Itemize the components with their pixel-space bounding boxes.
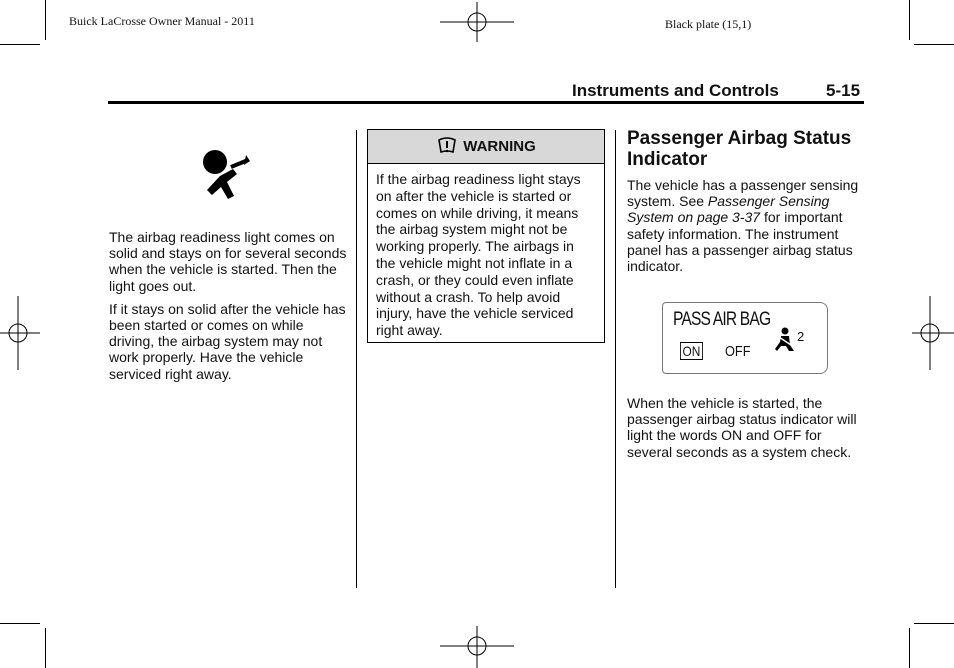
indicator-on-label: ON [680,342,703,360]
crop-mark [45,628,46,668]
crop-mark [914,623,954,624]
page-number: 5-15 [826,81,861,100]
crop-mark [914,44,954,45]
crop-mark [909,628,910,668]
header-rule [108,101,864,104]
crop-mark [45,0,46,40]
intro-text-part: The vehicle has a passenger sensing system. See [627,177,859,210]
paragraph: If it stays on solid after the vehicle has been started or comes on while driving, the airbag system may not work properly. Have the vehicle serviced right away. [109,300,346,382]
warning-box [367,129,605,343]
intro-text-part: for important safety information. The instrument panel has a passenger airbag status indicator. [627,209,853,275]
closing-text: When the vehicle is started, the passenger airbag status indicator will light the words ON and OFF for several seconds as a system check. [627,395,857,460]
airbag-readiness-icon [200,146,256,202]
print-header-left: Buick LaCrosse Owner Manual - 2011 [69,14,255,28]
print-header-right: Black plate (15,1) [665,17,752,31]
section-heading: Passenger Airbag Status Indicator [627,128,852,170]
indicator-title: PASS AIR BAG [673,309,771,330]
paragraph: The airbag readiness light comes on solid and stays on for several seconds when the vehicle is started. Then the light goes out. [109,229,347,294]
registration-mark-icon [440,626,514,668]
indicator-number: 2 [797,329,805,344]
seated-passenger-icon [773,327,797,353]
warning-title: WARNING [463,138,536,155]
warning-exclamation-icon [436,137,458,157]
cross-reference-link[interactable]: Passenger Sensing System on page 3-37 [627,193,830,226]
intro-text [627,177,859,274]
passenger-airbag-indicator [662,302,828,374]
column-divider [356,130,357,588]
warning-text: If the airbag readiness light stays on after the vehicle is started or comes on while driving, it means the airbag system might not be working properly. The airbags in the vehicle might not inflate in a crash, or they could even inflate without a crash. To help avoid injury, have the vehicle serviced right away. [376,171,581,339]
column-divider [615,130,616,588]
registration-mark-icon [0,296,40,370]
registration-mark-icon [912,296,954,370]
crop-mark [0,44,40,45]
crop-mark [909,0,910,40]
warning-header [368,130,604,164]
left-column-text [109,229,349,389]
crop-mark [0,623,40,624]
registration-mark-icon [440,2,514,42]
indicator-off-label: OFF [725,343,751,360]
section-title: Instruments and Controls [572,81,779,100]
